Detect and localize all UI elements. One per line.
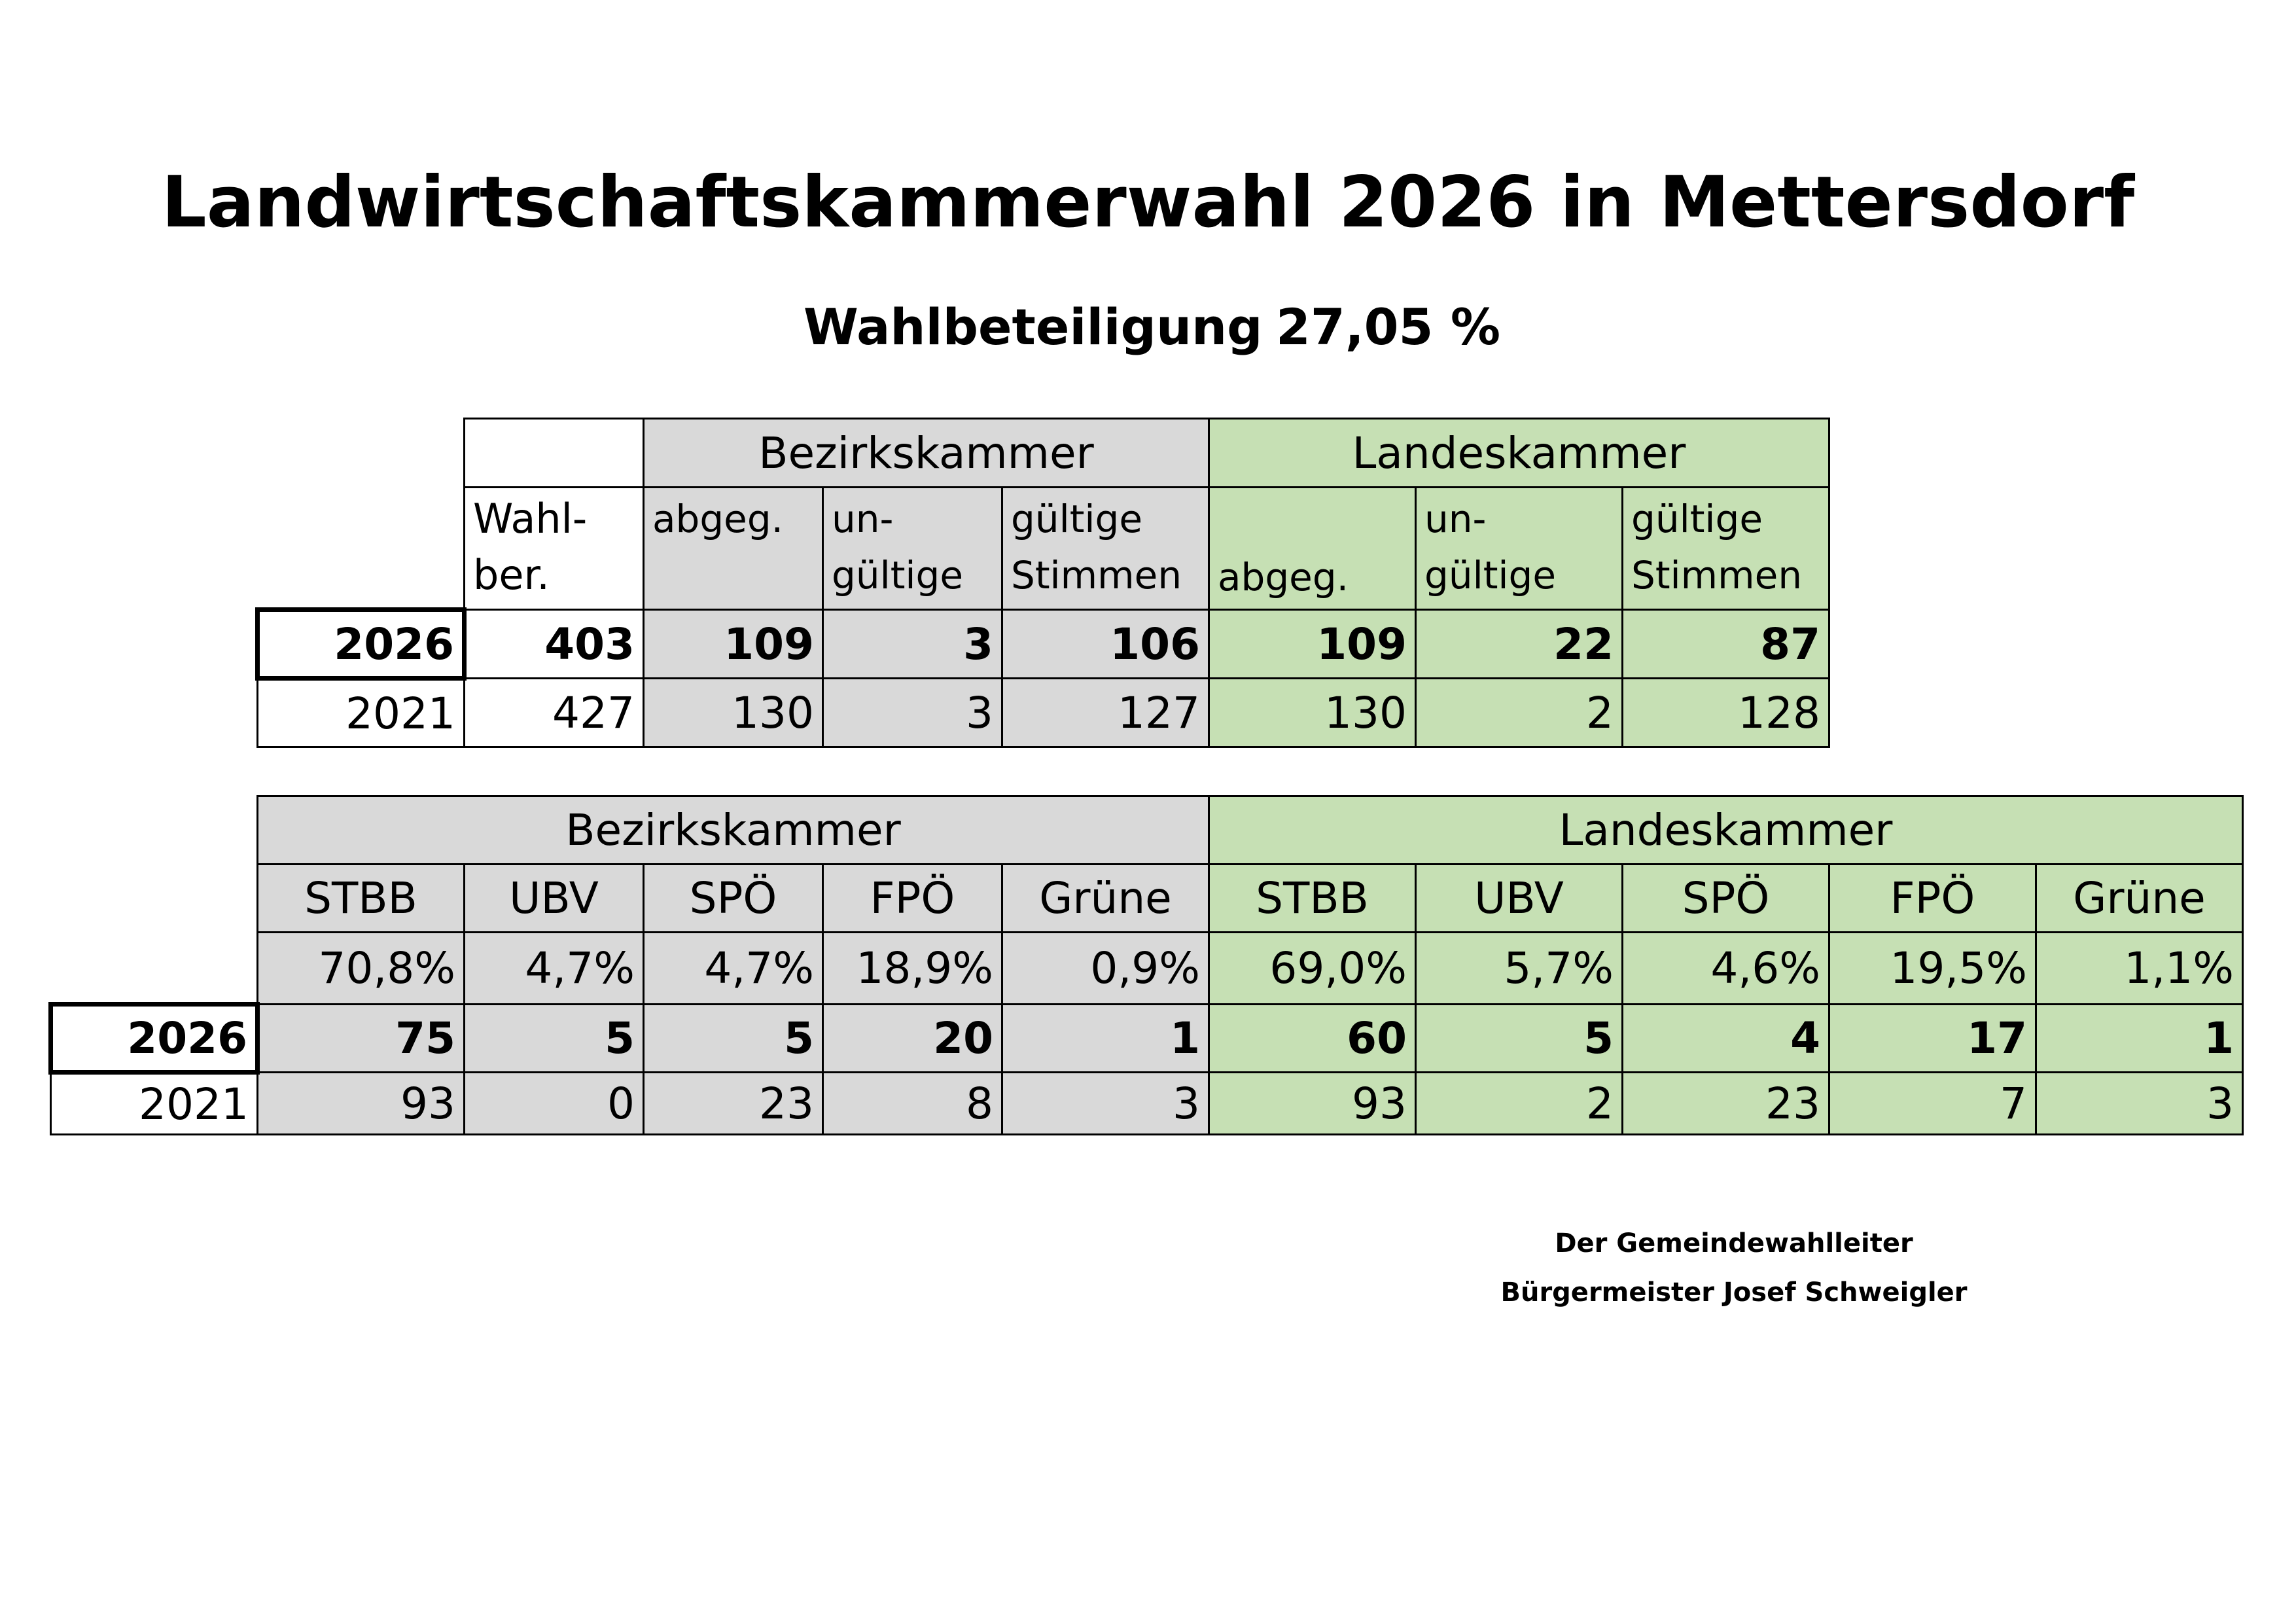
percent-bezirk: 18,9% bbox=[823, 933, 1002, 1005]
party-header-stbb: STBB bbox=[258, 865, 465, 933]
turnout-label: Wahlbeteiligung bbox=[804, 298, 1263, 356]
signature-role: Der Gemeindewahlleiter bbox=[1555, 1228, 1913, 1258]
party-header-gruene: Grüne bbox=[2036, 865, 2243, 933]
cell-landes-ubv: 2 bbox=[1416, 1073, 1623, 1135]
table-row bbox=[51, 1005, 2243, 1073]
party-results-table bbox=[48, 795, 2244, 1135]
header-bezirk-abgegeben: abgeg. bbox=[644, 488, 823, 610]
cell-bezirk-gueltige: 106 bbox=[1002, 610, 1209, 679]
row-year: 2021 bbox=[258, 679, 465, 747]
percent-bezirk: 0,9% bbox=[1002, 933, 1209, 1005]
percent-landes: 4,6% bbox=[1623, 933, 1829, 1005]
party-header-ubv: UBV bbox=[1416, 865, 1623, 933]
cell-bezirk-stbb: 93 bbox=[258, 1073, 465, 1135]
page-title: Landwirtschaftskammerwahl 2026 in Mettersdorf bbox=[161, 162, 2135, 243]
percent-row bbox=[51, 933, 2243, 1005]
cell-bezirk-fpoe: 8 bbox=[823, 1073, 1002, 1135]
percent-bezirk: 4,7% bbox=[465, 933, 644, 1005]
party-header-spoe: SPÖ bbox=[1623, 865, 1829, 933]
cell-landes-fpoe: 7 bbox=[1829, 1073, 2036, 1135]
header-bezirk-gueltige: gültige Stimmen bbox=[1002, 488, 1209, 610]
cell-bezirk-ungueltige: 3 bbox=[823, 679, 1002, 747]
cell-landes-spoe: 4 bbox=[1623, 1005, 1829, 1073]
cell-landes-gruene: 3 bbox=[2036, 1073, 2243, 1135]
percent-landes: 5,7% bbox=[1416, 933, 1623, 1005]
group-header-bezirkskammer: Bezirkskammer bbox=[644, 419, 1209, 488]
cell-bezirk-ubv: 0 bbox=[465, 1073, 644, 1135]
cell-landes-gruene: 1 bbox=[2036, 1005, 2243, 1073]
cell-bezirk-gueltige: 127 bbox=[1002, 679, 1209, 747]
header-landes-ungueltige: un- gültige bbox=[1416, 488, 1623, 610]
cell-landes-spoe: 23 bbox=[1623, 1073, 1829, 1135]
cell-landes-stbb: 93 bbox=[1209, 1073, 1416, 1135]
group-header-landeskammer: Landeskammer bbox=[1209, 796, 2243, 865]
party-header-stbb: STBB bbox=[1209, 865, 1416, 933]
table-row bbox=[51, 1073, 2243, 1135]
cell-bezirk-stbb: 75 bbox=[258, 1005, 465, 1073]
percent-landes: 69,0% bbox=[1209, 933, 1416, 1005]
percent-bezirk: 70,8% bbox=[258, 933, 465, 1005]
cell-landes-gueltige: 87 bbox=[1623, 610, 1829, 679]
cell-bezirk-gruene: 3 bbox=[1002, 1073, 1209, 1135]
cell-landes-fpoe: 17 bbox=[1829, 1005, 2036, 1073]
header-landes-gueltige: gültige Stimmen bbox=[1623, 488, 1829, 610]
cell-landes-abgegeben: 109 bbox=[1209, 610, 1416, 679]
empty-corner bbox=[258, 488, 465, 610]
empty-corner bbox=[258, 419, 465, 488]
row-year: 2026 bbox=[258, 610, 465, 679]
cell-bezirk-abgegeben: 109 bbox=[644, 610, 823, 679]
table-row bbox=[258, 679, 1829, 747]
cell-landes-ungueltige: 22 bbox=[1416, 610, 1623, 679]
party-header-fpoe: FPÖ bbox=[1829, 865, 2036, 933]
empty-corner bbox=[51, 865, 258, 933]
percent-landes: 19,5% bbox=[1829, 933, 2036, 1005]
cell-bezirk-gruene: 1 bbox=[1002, 1005, 1209, 1073]
empty-corner bbox=[51, 933, 258, 1005]
header-bezirk-ungueltige: un- gültige bbox=[823, 488, 1002, 610]
row-year: 2026 bbox=[51, 1005, 258, 1073]
signature-name: Bürgermeister Josef Schweigler bbox=[1500, 1277, 1968, 1308]
row-year: 2021 bbox=[51, 1073, 258, 1135]
cell-bezirk-abgegeben: 130 bbox=[644, 679, 823, 747]
cell-bezirk-fpoe: 20 bbox=[823, 1005, 1002, 1073]
turnout-value: 27,05 % bbox=[1276, 298, 1501, 356]
party-header-spoe: SPÖ bbox=[644, 865, 823, 933]
cell-bezirk-ubv: 5 bbox=[465, 1005, 644, 1073]
cell-bezirk-spoe: 23 bbox=[644, 1073, 823, 1135]
header-landes-abgegeben: abgeg. bbox=[1209, 488, 1416, 610]
table-row bbox=[258, 610, 1829, 679]
party-header-gruene: Grüne bbox=[1002, 865, 1209, 933]
cell-bezirk-ungueltige: 3 bbox=[823, 610, 1002, 679]
percent-landes: 1,1% bbox=[2036, 933, 2243, 1005]
group-header-bezirkskammer: Bezirkskammer bbox=[258, 796, 1209, 865]
cell-landes-ungueltige: 2 bbox=[1416, 679, 1623, 747]
cell-landes-gueltige: 128 bbox=[1623, 679, 1829, 747]
cell-wahlberechtigte: 427 bbox=[465, 679, 644, 747]
cell-landes-ubv: 5 bbox=[1416, 1005, 1623, 1073]
cell-landes-stbb: 60 bbox=[1209, 1005, 1416, 1073]
cell-bezirk-spoe: 5 bbox=[644, 1005, 823, 1073]
summary-table bbox=[255, 418, 1830, 748]
party-header-fpoe: FPÖ bbox=[823, 865, 1002, 933]
empty-corner bbox=[51, 796, 258, 865]
party-header-ubv: UBV bbox=[465, 865, 644, 933]
percent-bezirk: 4,7% bbox=[644, 933, 823, 1005]
group-header-landeskammer: Landeskammer bbox=[1209, 419, 1829, 488]
cell-landes-abgegeben: 130 bbox=[1209, 679, 1416, 747]
header-wahlberechtigte: Wahl- ber. bbox=[465, 488, 644, 610]
empty-header-cell bbox=[465, 419, 644, 488]
cell-wahlberechtigte: 403 bbox=[465, 610, 644, 679]
